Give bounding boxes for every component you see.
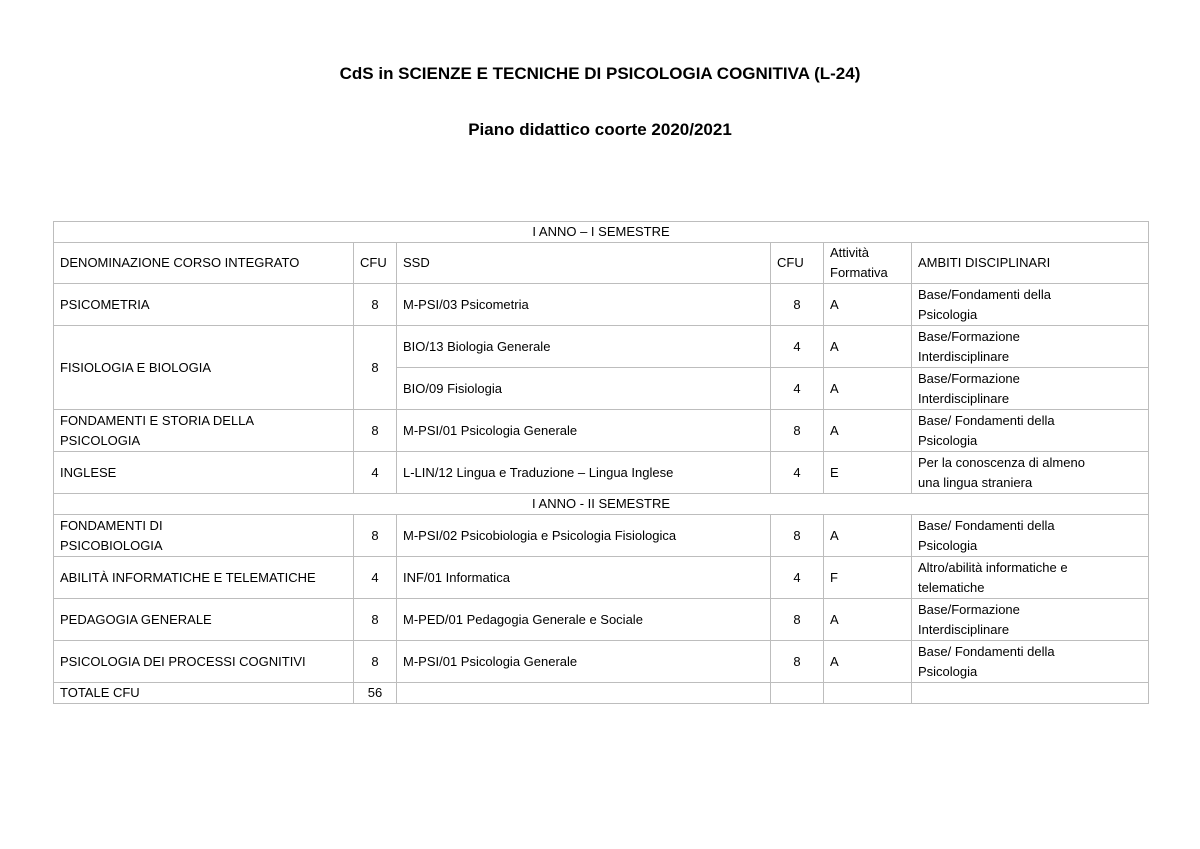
total-value: 56 bbox=[354, 683, 397, 704]
cell-attivita: A bbox=[824, 515, 912, 557]
cell-cfu: 8 bbox=[354, 599, 397, 641]
cell-ssd: M-PSI/03 Psicometria bbox=[397, 284, 771, 326]
cell-attivita: F bbox=[824, 557, 912, 599]
cell-ambiti bbox=[912, 452, 1149, 494]
semester-header: I ANNO - II SEMESTRE bbox=[54, 494, 1149, 515]
ambiti-line2: Psicologia bbox=[918, 432, 978, 448]
cell-cfu-ssd: 8 bbox=[771, 599, 824, 641]
table-row bbox=[54, 515, 1149, 557]
ambiti-line1: Base/Formazione bbox=[918, 328, 1020, 344]
cell-cfu-ssd: 8 bbox=[771, 410, 824, 452]
ambiti-line1: Per la conoscenza di almeno bbox=[918, 454, 1085, 470]
empty-cell bbox=[771, 683, 824, 704]
cell-cfu-ssd: 8 bbox=[771, 515, 824, 557]
cell-cfu-ssd: 8 bbox=[771, 641, 824, 683]
cell-cfu-ssd: 4 bbox=[771, 368, 824, 410]
ambiti-line2: telematiche bbox=[918, 579, 985, 595]
corso-line1: FONDAMENTI E STORIA DELLA bbox=[60, 412, 255, 428]
cell-ssd: INF/01 Informatica bbox=[397, 557, 771, 599]
document-subtitle: Piano didattico coorte 2020/2021 bbox=[468, 120, 732, 139]
cell-attivita: E bbox=[824, 452, 912, 494]
cell-attivita: A bbox=[824, 599, 912, 641]
table-row bbox=[54, 326, 1149, 368]
header-cfu: CFU bbox=[354, 243, 397, 284]
ambiti-line1: Base/Formazione bbox=[918, 601, 1020, 617]
cell-cfu-ssd: 4 bbox=[771, 557, 824, 599]
cell-cfu: 8 bbox=[354, 284, 397, 326]
cell-cfu-ssd: 4 bbox=[771, 326, 824, 368]
table-row bbox=[54, 410, 1149, 452]
semester-header: I ANNO – I SEMESTRE bbox=[54, 222, 1149, 243]
ambiti-line2: una lingua straniera bbox=[918, 474, 1033, 490]
cell-cfu-ssd: 8 bbox=[771, 284, 824, 326]
cell-cfu: 8 bbox=[354, 410, 397, 452]
header-ssd: SSD bbox=[397, 243, 771, 284]
header-corso: DENOMINAZIONE CORSO INTEGRATO bbox=[54, 243, 354, 284]
ambiti-line2: Interdisciplinare bbox=[918, 348, 1010, 364]
ambiti-line1: Base/ Fondamenti della bbox=[918, 643, 1055, 659]
ambiti-line2: Interdisciplinare bbox=[918, 621, 1010, 637]
cell-corso: FISIOLOGIA E BIOLOGIA bbox=[54, 326, 354, 410]
cell-cfu: 8 bbox=[354, 515, 397, 557]
cell-ssd: BIO/09 Fisiologia bbox=[397, 368, 771, 410]
ambiti-line1: Base/Formazione bbox=[918, 370, 1020, 386]
cell-corso: PSICOMETRIA bbox=[54, 284, 354, 326]
semester-row bbox=[54, 494, 1149, 515]
cell-cfu-ssd: 4 bbox=[771, 452, 824, 494]
cell-ambiti bbox=[912, 326, 1149, 368]
cell-ssd: L-LIN/12 Lingua e Traduzione – Lingua Inglese bbox=[397, 452, 771, 494]
empty-cell bbox=[397, 683, 771, 704]
cell-attivita: A bbox=[824, 326, 912, 368]
cell-ambiti bbox=[912, 410, 1149, 452]
cell-corso: ABILITÀ INFORMATICHE E TELEMATICHE bbox=[54, 557, 354, 599]
cell-ssd: BIO/13 Biologia Generale bbox=[397, 326, 771, 368]
cell-ambiti bbox=[912, 599, 1149, 641]
cell-ambiti bbox=[912, 368, 1149, 410]
header-attivita bbox=[824, 243, 912, 284]
total-row bbox=[54, 683, 1149, 704]
total-label: TOTALE CFU bbox=[54, 683, 354, 704]
table-row bbox=[54, 557, 1149, 599]
cell-ambiti bbox=[912, 515, 1149, 557]
cell-ssd: M-PED/01 Pedagogia Generale e Sociale bbox=[397, 599, 771, 641]
cell-ssd: M-PSI/02 Psicobiologia e Psicologia Fisiologica bbox=[397, 515, 771, 557]
cell-ambiti bbox=[912, 641, 1149, 683]
header-ambiti: AMBITI DISCIPLINARI bbox=[912, 243, 1149, 284]
corso-line1: FONDAMENTI DI bbox=[60, 517, 163, 533]
cell-ssd: M-PSI/01 Psicologia Generale bbox=[397, 410, 771, 452]
header-cfu-ssd: CFU bbox=[771, 243, 824, 284]
header-row bbox=[54, 243, 1149, 284]
ambiti-line1: Base/ Fondamenti della bbox=[918, 517, 1055, 533]
cell-cfu: 8 bbox=[354, 641, 397, 683]
document-title: CdS in SCIENZE E TECNICHE DI PSICOLOGIA COGNITIVA (L-24) bbox=[339, 64, 861, 83]
header-attivita-line2: Formativa bbox=[830, 265, 888, 280]
cell-attivita: A bbox=[824, 410, 912, 452]
table-row bbox=[54, 452, 1149, 494]
ambiti-line1: Altro/abilità informatiche e bbox=[918, 559, 1068, 575]
cell-corso: PSICOLOGIA DEI PROCESSI COGNITIVI bbox=[54, 641, 354, 683]
cell-cfu: 4 bbox=[354, 452, 397, 494]
cell-corso: PEDAGOGIA GENERALE bbox=[54, 599, 354, 641]
cell-corso bbox=[54, 515, 354, 557]
corso-line2: PSICOLOGIA bbox=[60, 432, 141, 448]
ambiti-line2: Psicologia bbox=[918, 537, 978, 553]
empty-cell bbox=[912, 683, 1149, 704]
cell-ssd: M-PSI/01 Psicologia Generale bbox=[397, 641, 771, 683]
corso-line2: PSICOBIOLOGIA bbox=[60, 537, 163, 553]
cell-attivita: A bbox=[824, 641, 912, 683]
ambiti-line2: Interdisciplinare bbox=[918, 390, 1010, 406]
study-plan-table bbox=[53, 221, 1149, 704]
cell-corso: INGLESE bbox=[54, 452, 354, 494]
empty-cell bbox=[824, 683, 912, 704]
cell-cfu: 8 bbox=[354, 326, 397, 410]
cell-attivita: A bbox=[824, 284, 912, 326]
semester-row bbox=[54, 222, 1149, 243]
header-attivita-line1: Attività bbox=[830, 245, 870, 260]
table-row bbox=[54, 641, 1149, 683]
cell-attivita: A bbox=[824, 368, 912, 410]
ambiti-line2: Psicologia bbox=[918, 306, 978, 322]
ambiti-line2: Psicologia bbox=[918, 663, 978, 679]
cell-cfu: 4 bbox=[354, 557, 397, 599]
cell-ambiti bbox=[912, 284, 1149, 326]
ambiti-line1: Base/Fondamenti della bbox=[918, 286, 1051, 302]
ambiti-line1: Base/ Fondamenti della bbox=[918, 412, 1055, 428]
cell-corso bbox=[54, 410, 354, 452]
table-row bbox=[54, 599, 1149, 641]
cell-ambiti bbox=[912, 557, 1149, 599]
table-row bbox=[54, 284, 1149, 326]
